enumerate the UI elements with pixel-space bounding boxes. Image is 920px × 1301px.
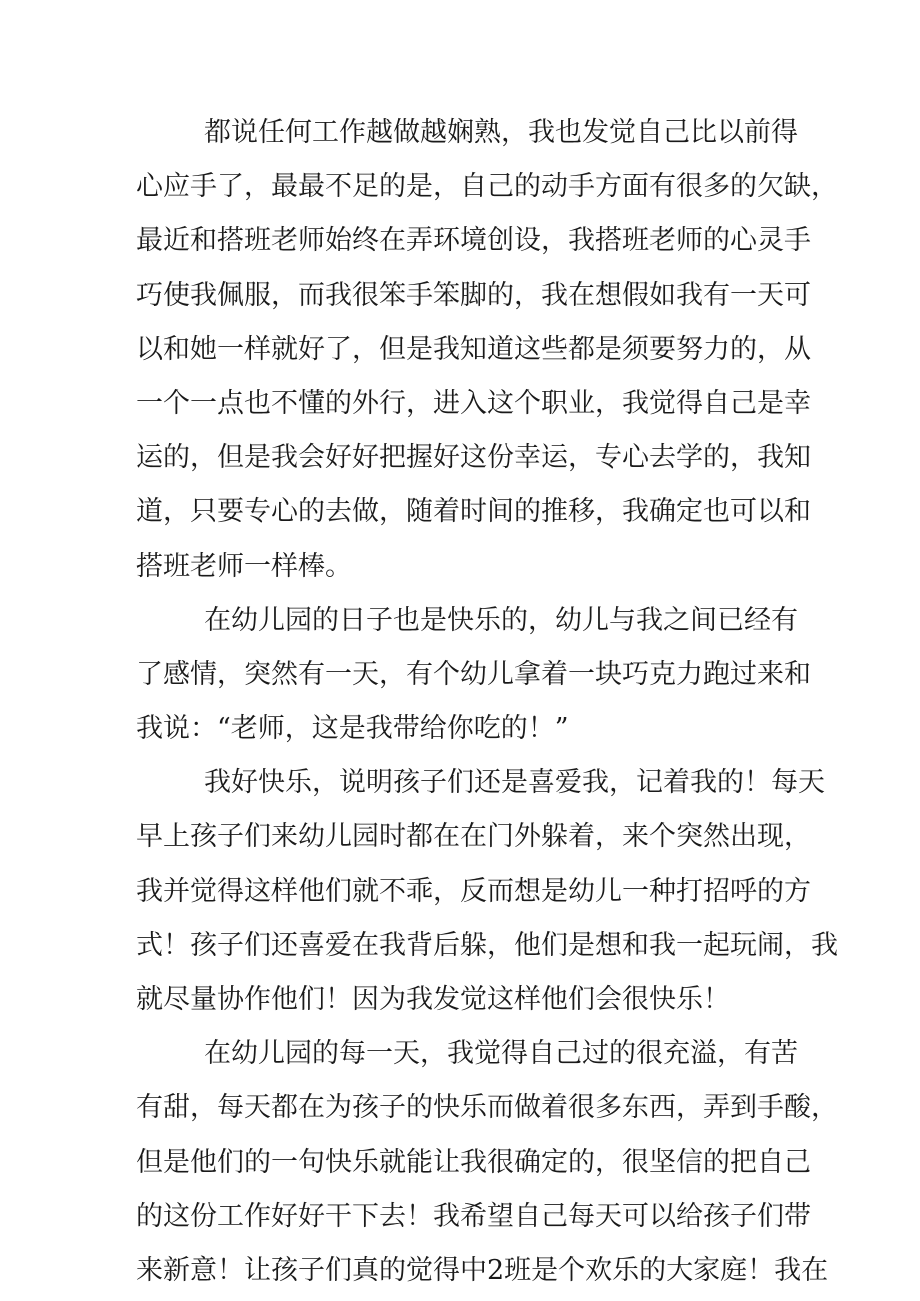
paragraph-4 [136, 1027, 838, 1298]
paragraph-line: 但是他们的一句快乐就能让我很确定的，很坚信的把自己 [136, 1146, 811, 1178]
paragraph-line: 的这份工作好好干下去！我希望自己每天可以给孩子们带 [136, 1200, 811, 1232]
document-body [136, 106, 838, 1298]
paragraph-line: 有甜，每天都在为孩子的快乐而做着很多东西，弄到手酸， [136, 1092, 838, 1124]
paragraph-3 [136, 756, 838, 1027]
paragraph-2 [136, 594, 816, 757]
paragraph-line: 早上孩子们来幼儿园时都在在门外躲着，来个突然出现， [136, 821, 811, 853]
paragraph-line: 最近和搭班老师始终在弄环境创设，我搭班老师的心灵手 [136, 225, 811, 257]
paragraph-line: 以和她一样就好了，但是我知道这些都是须要努力的，从 [136, 333, 811, 365]
paragraph-line: 我说：“老师，这是我带给你吃的！” [136, 713, 569, 745]
paragraph-line: 运的，但是我会好好把握好这份幸运，专心去学的，我知 [136, 442, 811, 474]
paragraph-line: 巧使我佩服，而我很笨手笨脚的，我在想假如我有一天可 [136, 279, 811, 311]
paragraph-line: 我好快乐，说明孩子们还是喜爱我，记着我的！每天 [204, 767, 825, 799]
paragraph-line: 一个一点也不懂的外行，进入这个职业，我觉得自己是幸 [136, 387, 811, 419]
paragraph-line: 搭班老师一样棒。 [136, 550, 352, 582]
paragraph-line: 在幼儿园的每一天，我觉得自己过的很充溢，有苦 [204, 1038, 798, 1070]
paragraph-line: 都说任何工作越做越娴熟，我也发觉自己比以前得 [204, 117, 798, 148]
paragraph-line: 式！孩子们还喜爱在我背后躲，他们是想和我一起玩闹，我 [136, 929, 838, 961]
paragraph-line: 在幼儿园的日子也是快乐的，幼儿与我之间已经有 [204, 604, 798, 636]
paragraph-line: 我并觉得这样他们就不乖，反而想是幼儿一种打招呼的方 [136, 875, 811, 907]
paragraph-line: 就尽量协作他们！因为我发觉这样他们会很快乐！ [136, 984, 730, 1015]
paragraph-line: 来新意！让孩子们真的觉得中2班是个欢乐的大家庭！我在 [136, 1254, 829, 1286]
paragraph-1 [136, 106, 838, 594]
paragraph-line: 心应手了，最最不足的是，自己的动手方面有很多的欠缺， [136, 171, 838, 203]
paragraph-line: 道，只要专心的去做，随着时间的推移，我确定也可以和 [136, 496, 811, 528]
paragraph-line: 了感情，突然有一天，有个幼儿拿着一块巧克力跑过来和 [136, 658, 811, 690]
